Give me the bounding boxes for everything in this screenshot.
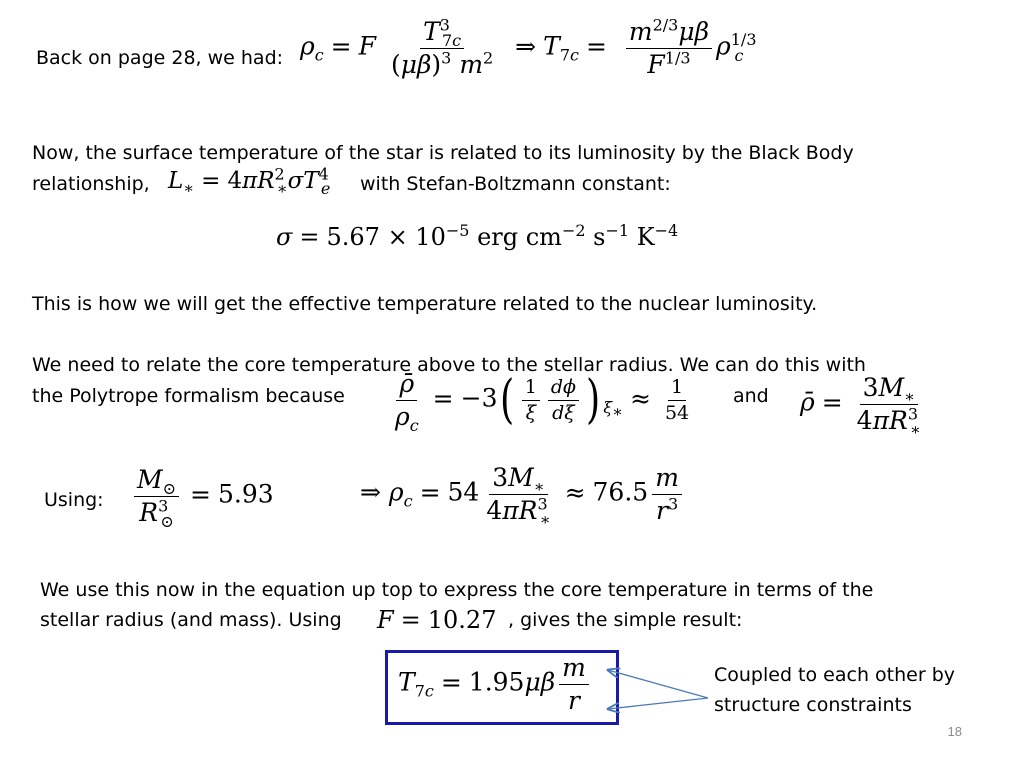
equation-polytrope: $\frac{\rhō}{\rho_c}$ = −3( $\frac{1}{\xi}$ $\frac{d\phi}{d\xi}$ ) $_{\xi_∗}$ ≈ $\frac{1}{54}$ — [388, 370, 696, 430]
equation-rho-c: $\rho_c = F$ $\frac{T^3_{7c}}{(\mu\beta)^3 m^2}$ ⇒ $T_{7c}$ = $\frac{m^{2/3}\mu\beta}{F^{1/3}}$ $\rho^{1/3}_c$ — [300, 15, 757, 79]
rho-coeff: 54 — [447, 477, 480, 507]
core-temp-text-line2a: stellar radius (and mass). Using — [40, 609, 342, 631]
blackbody-text-line2a: relationship, — [32, 173, 150, 195]
effective-temp-text: This is how we will get the effective temperature related to the nuclear luminosity. — [32, 293, 818, 315]
ratio-value: 5.93 — [217, 479, 274, 509]
blackbody-text-line2b: with Stefan-Boltzmann constant: — [360, 173, 671, 195]
equation-rho-bar: ρ̄ = $\frac{3M_∗}{4\pi R^3_∗}$ — [800, 373, 921, 439]
and-text: and — [733, 385, 769, 407]
equation-F-value: F = 10.27 — [377, 606, 497, 634]
sigma-value: 5.67 — [326, 223, 380, 251]
polytrope-text-line2a: the Polytrope formalism because — [32, 385, 345, 407]
arrow-to-r — [608, 698, 708, 709]
equation-sigma: $\sigma = 5.67 \times 10^{-5}$ erg $cm^{-2}$ $s^{-1}$ $K^{-4}$ — [276, 221, 679, 251]
result-coeff: 1.95 — [468, 667, 525, 697]
rho-approx: 76.5 — [592, 477, 649, 507]
annotation-line1: Coupled to each other by — [714, 664, 955, 686]
annotation-line2: structure constraints — [714, 694, 912, 716]
equation-luminosity: $L_∗ = 4\pi R^2_∗\sigma T^4_e$ — [168, 164, 331, 198]
arrow-to-m — [608, 670, 708, 698]
core-temp-text-line1: We use this now in the equation up top to express the core temperature in terms of the — [40, 579, 874, 601]
polytrope-text-line1: We need to relate the core temperature above to the stellar radius. We can do this with — [32, 354, 866, 376]
intro-text: Back on page 28, we had: — [36, 47, 284, 69]
page-number: 18 — [947, 724, 962, 739]
blackbody-text-line1: Now, the surface temperature of the star is related to its luminosity by the Black Body — [32, 142, 854, 164]
polytrope-denominator: 54 — [664, 401, 690, 424]
sigma-exponent: −5 — [445, 221, 470, 240]
F-value: 10.27 — [427, 606, 497, 634]
equation-solar-ratio: $\frac{M_⊙}{R^3_⊙}$ = 5.93 — [130, 466, 274, 526]
core-temp-text-line2b: , gives the simple result: — [508, 609, 743, 631]
equation-rho-c-result: ⇒ $\rho_c = 54$ $\frac{3M_∗}{4\pi R^3_∗}$ ≈ 76.5 $\frac{m}{r^3}$ — [360, 464, 686, 524]
equation-result: $T_{7c} = 1.95\mu\beta$ $\frac{m}{r}$ — [398, 654, 593, 714]
using-label: Using: — [44, 489, 104, 511]
